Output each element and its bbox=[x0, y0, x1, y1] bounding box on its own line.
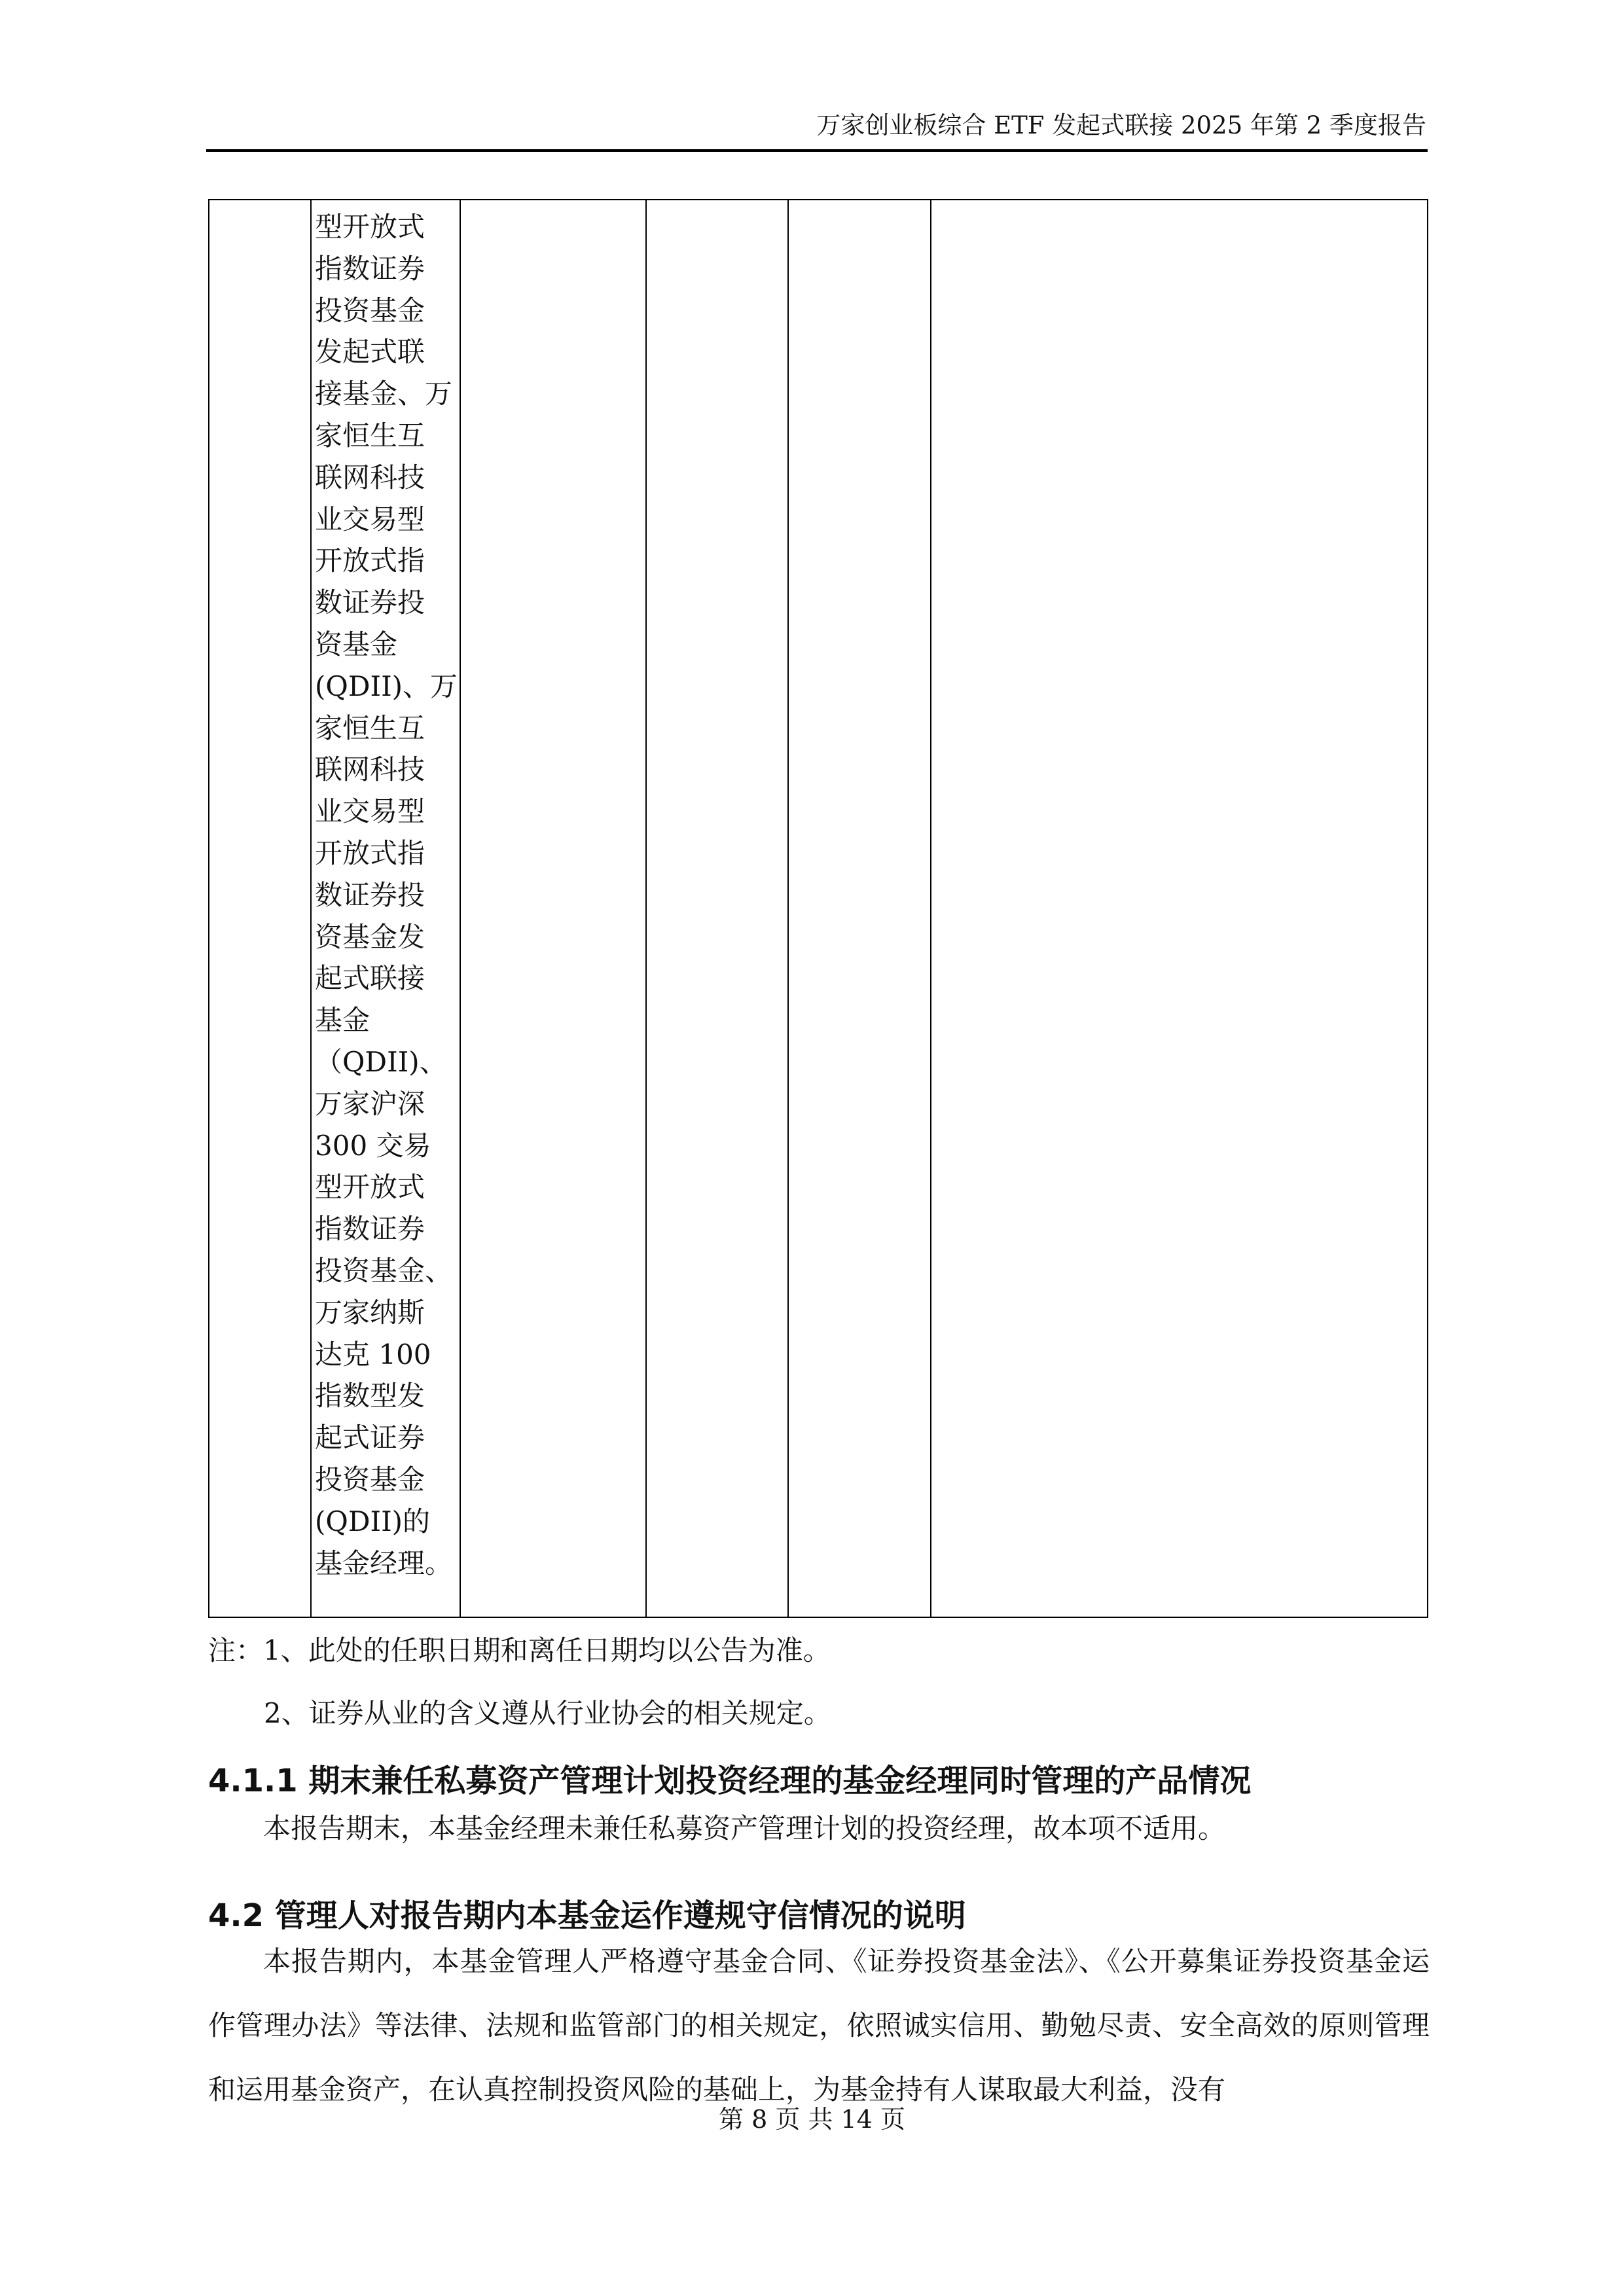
fund-list-line: 联网科技 bbox=[315, 461, 425, 493]
start-date-cell bbox=[460, 200, 646, 1617]
position-cell bbox=[311, 200, 460, 1617]
fund-list-line: 家恒生互 bbox=[315, 419, 425, 452]
fund-list-line: 型开放式 bbox=[315, 211, 425, 243]
fund-list-line: 投资基金 bbox=[315, 1463, 425, 1496]
name-cell bbox=[209, 200, 311, 1617]
fund-list-line: （QDII)、 bbox=[315, 1045, 447, 1078]
fund-list-line: 数证券投 bbox=[315, 878, 425, 911]
fund-list-line: 开放式指 bbox=[315, 545, 425, 577]
note-2: 2、证券从业的含义遵从行业协会的相关规定。 bbox=[264, 1697, 831, 1729]
years-cell bbox=[788, 200, 931, 1617]
fund-list-line: (QDII)、万 bbox=[315, 670, 458, 702]
header-divider bbox=[206, 149, 1428, 152]
fund-list-line: 发起式联 bbox=[315, 336, 425, 368]
note-1: 注：1、此处的任职日期和离任日期均以公告为准。 bbox=[208, 1634, 831, 1666]
page-header-title: 万家创业板综合 ETF 发起式联接 2025 年第 2 季度报告 bbox=[816, 111, 1426, 139]
fund-list-line: 投资基金 bbox=[315, 294, 425, 327]
fund-list-line: 资基金发 bbox=[315, 920, 425, 953]
end-date-cell bbox=[646, 200, 788, 1617]
fund-list-line: 业交易型 bbox=[315, 795, 425, 828]
fund-manager-table bbox=[208, 199, 1428, 1618]
fund-list-line: 资基金 bbox=[315, 628, 398, 660]
fund-list-line: 基金 bbox=[315, 1004, 370, 1037]
fund-list-line: 万家纳斯 bbox=[315, 1296, 425, 1329]
fund-list-line: 达克 100 bbox=[315, 1338, 431, 1371]
section-4-2-text: 本报告期内，本基金管理人严格遵守基金合同、《证券投资基金法》、《公开募集证券投资基金运作管理办法》等法律、法规和监管部门的相关规定，依照诚实信用、勤勉尽责、安全高效的原则管理和运用基金资产，在认真控制投资风险的基础上，为基金持有人谋取最大利益，没有 bbox=[208, 1945, 1430, 2106]
description-cell bbox=[931, 200, 1428, 1617]
fund-list-line: 万家沪深 bbox=[315, 1087, 425, 1120]
fund-list-text bbox=[312, 200, 460, 1584]
fund-list-line: 起式证券 bbox=[315, 1422, 425, 1454]
fund-list-line: 型开放式 bbox=[315, 1171, 425, 1204]
fund-list-line: 指数证券 bbox=[315, 252, 425, 285]
page-footer: 第 8 页 共 14 页 bbox=[719, 2105, 905, 2134]
fund-list-line: 开放式指 bbox=[315, 836, 425, 869]
table-row bbox=[209, 200, 1428, 1617]
fund-list-line: 接基金、万 bbox=[315, 378, 453, 410]
fund-list-line: 指数证券 bbox=[315, 1213, 425, 1246]
fund-list-line: 指数型发 bbox=[315, 1380, 425, 1412]
section-4-1-1-text: 本报告期末，本基金经理未兼任私募资产管理计划的投资经理，故本项不适用。 bbox=[263, 1812, 1226, 1844]
fund-list-line: (QDII)的 bbox=[315, 1505, 431, 1537]
fund-list-line: 家恒生互 bbox=[315, 711, 425, 744]
fund-list-line: 投资基金、 bbox=[315, 1254, 453, 1287]
fund-list-line: 300 交易 bbox=[315, 1129, 431, 1162]
fund-list-line: 起式联接 bbox=[315, 962, 425, 995]
section-heading-4-2: 4.2 管理人对报告期内本基金运作遵规守信情况的说明 bbox=[208, 1897, 966, 1934]
fund-list-line: 数证券投 bbox=[315, 586, 425, 619]
fund-list-line: 联网科技 bbox=[315, 753, 425, 786]
section-heading-4-1-1: 4.1.1 期末兼任私募资产管理计划投资经理的基金经理同时管理的产品情况 bbox=[208, 1763, 1252, 1799]
fund-list-line: 业交易型 bbox=[315, 503, 425, 535]
fund-list-line: 基金经理。 bbox=[315, 1547, 453, 1579]
